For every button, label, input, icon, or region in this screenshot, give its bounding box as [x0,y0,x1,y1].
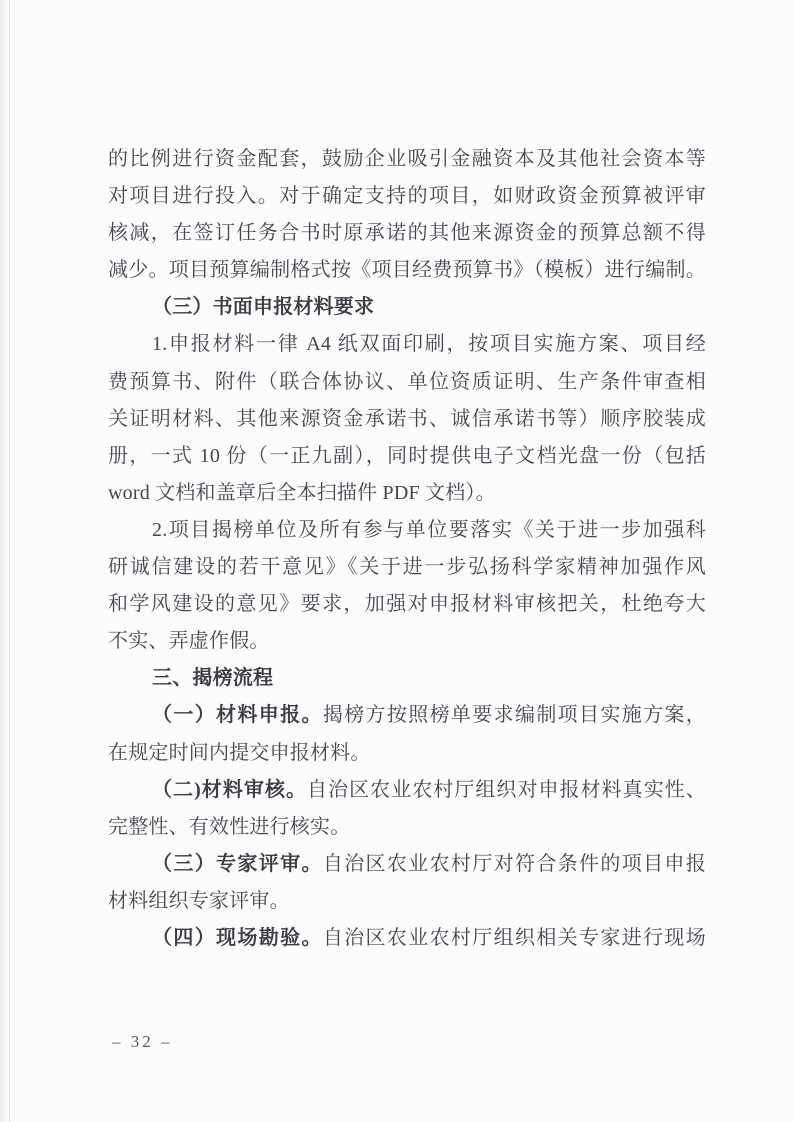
text-line [108,438,706,475]
run-emphasis: （三）专家评审。 [152,852,323,875]
heading-line [108,289,706,326]
text-line [108,846,706,883]
run-text: 在规定时间内提交申报材料。 [108,741,371,764]
text-line [108,326,706,363]
text-line [108,141,706,178]
run-emphasis: （一）材料申报。 [152,704,323,727]
page-number: – 32 – [112,1032,173,1051]
text-line [108,364,706,401]
text-line [108,920,706,957]
heading-line [108,660,706,697]
run-text: 1.申报材料一律 A4 纸双面印刷，按项目实施方案、项目经 [152,333,706,356]
text-line [108,475,706,512]
run-text: 自治区农业农村厅组织相关专家进行现场 [322,926,706,949]
scan-edge-shadow [0,0,10,1122]
run-text: 对项目进行投入。对于确定支持的项目，如财政资金预算被评审 [108,185,706,208]
text-line [108,586,706,623]
text-line [108,178,706,215]
text-line [108,809,706,846]
run-emphasis: （二)材料审核。 [152,778,308,801]
text-line [108,215,706,252]
run-text: 减少。项目预算编制格式按《项目经费预算书》（模板）进行编制。 [108,259,706,282]
run-text: 核减，在签订任务合书时原承诺的其他来源资金的预算总额不得 [108,222,706,245]
run-text: （三）书面申报材料要求 [152,296,375,319]
run-text: 费预算书、附件（联合体协议、单位资质证明、生产条件审查相 [108,370,706,393]
run-text: word 文档和盖章后全本扫描件 PDF 文档）。 [108,481,496,504]
text-line [108,512,706,549]
text-line [108,549,706,586]
run-text: 册，一式 10 份（一正九副），同时提供电子文档光盘一份（包括 [108,444,706,467]
run-text: 完整性、有效性进行核实。 [108,815,351,838]
run-text: 材料组织专家评审。 [108,889,290,912]
run-text: 揭榜方按照榜单要求编制项目实施方案， [322,704,706,727]
run-text: 研诚信建设的若干意见》《关于进一步弘扬科学家精神加强作风 [108,556,706,579]
run-text: 和学风建设的意见》要求，加强对申报材料审核把关，杜绝夸大 [108,593,706,616]
text-line [108,623,706,660]
run-text: 自治区农业农村厅对符合条件的项目申报 [322,852,706,875]
run-text: 不实、弄虚作假。 [108,630,270,653]
text-line [108,697,706,734]
run-emphasis: （四）现场勘验。 [152,926,323,949]
text-line [108,883,706,920]
run-text: 三、揭榜流程 [152,667,274,690]
run-text: 自治区农业农村厅组织对申报材料真实性、 [307,778,706,801]
run-text: 关证明材料、其他来源资金承诺书、诚信承诺书等）顺序胶装成 [108,407,706,430]
text-line [108,772,706,809]
run-text: 的比例进行资金配套，鼓励企业吸引金融资本及其他社会资本等 [108,148,706,170]
document-body [108,141,706,957]
text-line [108,252,706,289]
text-line [108,401,706,438]
run-text: 2.项目揭榜单位及所有参与单位要落实《关于进一步加强科 [152,518,706,541]
text-line [108,735,706,772]
